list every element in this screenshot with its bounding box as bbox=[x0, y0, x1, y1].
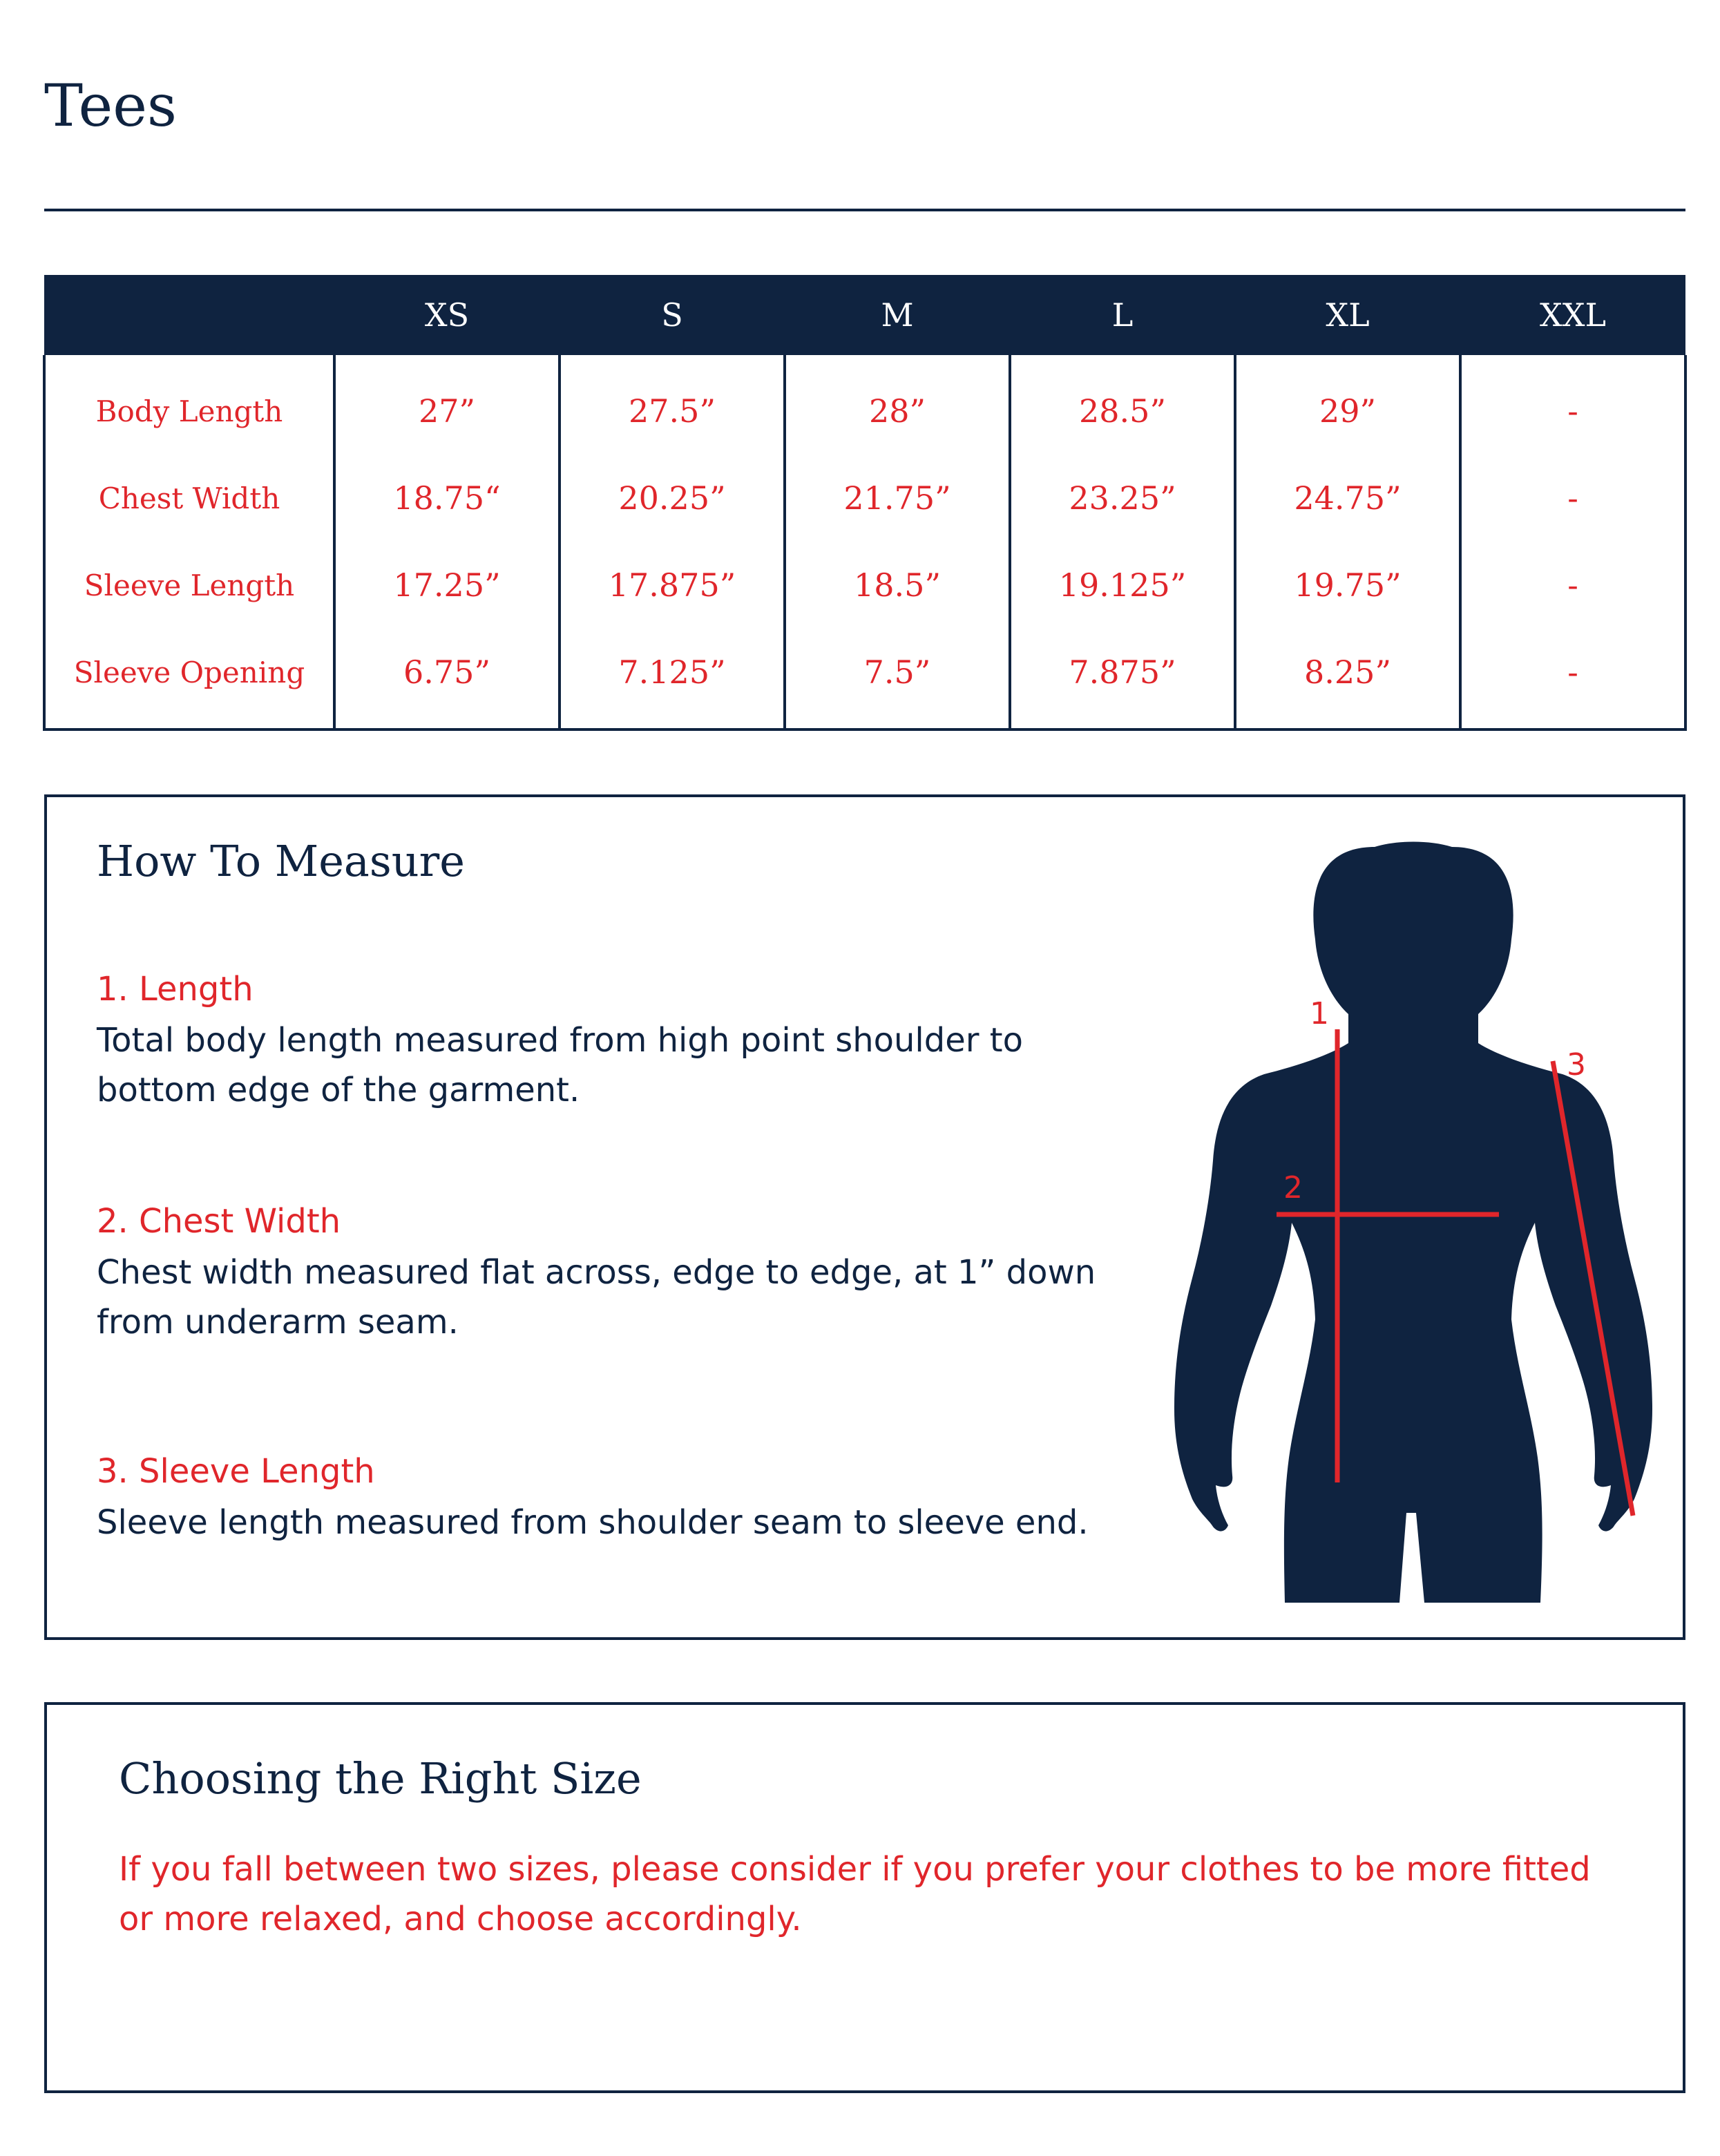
measurement-value: 20.25” bbox=[560, 455, 785, 542]
size-header: M bbox=[785, 275, 1010, 355]
table-row bbox=[44, 629, 1685, 729]
page-title: Tees bbox=[44, 72, 178, 140]
measurement-label: Body Length bbox=[44, 355, 334, 455]
chest-marker-label: 2 bbox=[1283, 1170, 1303, 1205]
title-divider bbox=[44, 209, 1685, 211]
size-header-row bbox=[44, 275, 1685, 355]
how-to-measure-heading: How To Measure bbox=[97, 836, 465, 886]
measurement-value: - bbox=[1460, 542, 1685, 629]
measurement-value: 19.75” bbox=[1235, 542, 1460, 629]
body-measurement-figure bbox=[1167, 836, 1665, 1610]
length-marker-label: 1 bbox=[1310, 996, 1329, 1031]
measurement-value: 27” bbox=[334, 355, 560, 455]
size-header: XL bbox=[1235, 275, 1460, 355]
measurement-value: 6.75” bbox=[334, 629, 560, 729]
table-row bbox=[44, 542, 1685, 629]
sleeve-marker-label: 3 bbox=[1567, 1047, 1586, 1082]
size-header: L bbox=[1010, 275, 1235, 355]
measurement-value: - bbox=[1460, 629, 1685, 729]
measurement-value: 21.75” bbox=[785, 455, 1010, 542]
measurement-label: Sleeve Length bbox=[44, 542, 334, 629]
choosing-size-advice: If you fall between two sizes, please consider if you prefer your clothes to be more fitted or more relaxed, and choose accordingly. bbox=[119, 1850, 1591, 1938]
measurement-value: 28” bbox=[785, 355, 1010, 455]
measurement-value: 19.125” bbox=[1010, 542, 1235, 629]
chest-width-step-title: 2. Chest Width bbox=[97, 1202, 341, 1241]
size-header: XS bbox=[334, 275, 560, 355]
measurement-value: 8.25” bbox=[1235, 629, 1460, 729]
sleeve-length-step-title: 3. Sleeve Length bbox=[97, 1452, 375, 1491]
choosing-size-heading: Choosing the Right Size bbox=[119, 1753, 642, 1804]
measurement-value: 24.75” bbox=[1235, 455, 1460, 542]
choosing-size-panel bbox=[44, 1702, 1685, 2093]
table-row bbox=[44, 455, 1685, 542]
measurement-value: - bbox=[1460, 455, 1685, 542]
measurement-value: 28.5” bbox=[1010, 355, 1235, 455]
measurement-value: 18.75“ bbox=[334, 455, 560, 542]
measurement-value: 18.5” bbox=[785, 542, 1010, 629]
measurement-value: 27.5” bbox=[560, 355, 785, 455]
length-step-text: Total body length measured from high point shoulder to bottom edge of the garment. bbox=[97, 1021, 1023, 1109]
sleeve-length-step-text: Sleeve length measured from shoulder seam to sleeve end. bbox=[97, 1503, 1089, 1542]
measurement-label: Sleeve Opening bbox=[44, 629, 334, 729]
measurement-value: 17.25” bbox=[334, 542, 560, 629]
measurement-value: 17.875” bbox=[560, 542, 785, 629]
measurement-value: 7.125” bbox=[560, 629, 785, 729]
measurement-value: 7.875” bbox=[1010, 629, 1235, 729]
size-header: S bbox=[560, 275, 785, 355]
length-step-title: 1. Length bbox=[97, 970, 254, 1009]
measurement-value: 29” bbox=[1235, 355, 1460, 455]
size-header: XXL bbox=[1460, 275, 1685, 355]
measurement-label: Chest Width bbox=[44, 455, 334, 542]
table-row bbox=[44, 355, 1685, 455]
measurement-value: 23.25” bbox=[1010, 455, 1235, 542]
measurement-value: 7.5” bbox=[785, 629, 1010, 729]
size-chart-table bbox=[43, 275, 1687, 731]
measurement-value: - bbox=[1460, 355, 1685, 455]
chest-width-step-text: Chest width measured flat across, edge to edge, at 1” down from underarm seam. bbox=[97, 1253, 1096, 1342]
header-corner bbox=[44, 275, 334, 355]
